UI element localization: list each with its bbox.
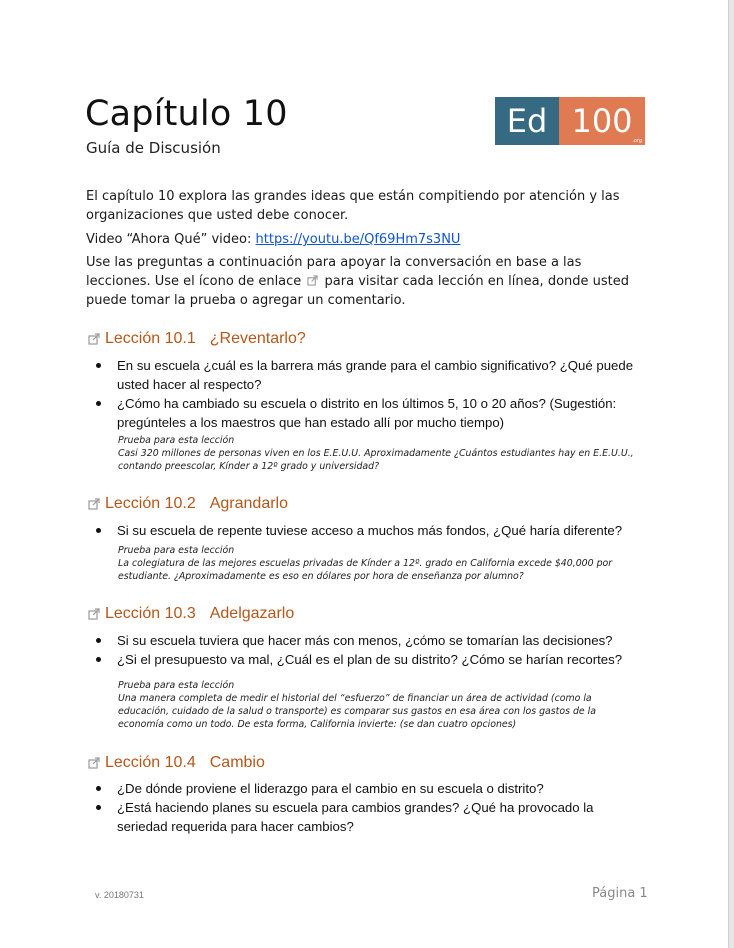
quiz-text: Una manera completa de medir el historial del “esfuerzo” de financiar un área de actividad (como la educación, cuidado de la salud o transporte) es comparar sus gastos en esa área con los gastos de la economía como un todo. De esta forma, California invierte: (se dan cuatro opciones) (118, 693, 597, 730)
quiz-block-10-2 (118, 544, 638, 583)
question-item: En su escuela ¿cuál es la barrera más grande para el cambio significativo? ¿Qué puede usted hacer al respecto? (96, 356, 636, 394)
question-item: Si su escuela de repente tuviese acceso a muchos más fondos, ¿Qué haría diferente? (96, 521, 636, 540)
external-link-icon[interactable] (88, 757, 100, 769)
lesson-number: Lección 10.4 (105, 754, 196, 771)
quiz-text: La colegiatura de las mejores escuelas privadas de Kínder a 12º. grado en California excede $40,000 por estudiante. ¿Aproximadamente es eso en dólares por hora de enseñanza por alumno? (118, 558, 613, 582)
instructions-paragraph (86, 253, 646, 310)
external-link-icon[interactable] (88, 608, 100, 620)
lesson-questions-10-4 (96, 779, 636, 836)
instructions-text-before: Use las preguntas a continuación para apoyar la conversación en base a las lecciones. Use el ícono de enlace (86, 255, 582, 289)
logo-ed-block: Ed (495, 97, 559, 145)
external-link-icon[interactable] (88, 333, 100, 345)
page-subtitle: Guía de Discusión (86, 139, 221, 157)
question-item: ¿De dónde proviene el liderazgo para el cambio en su escuela o distrito? (96, 779, 636, 798)
lesson-heading-10-3[interactable] (88, 605, 294, 623)
instructions-text-after: para visitar cada lección en línea, donde usted puede tomar la prueba o agregar un comentario. (86, 274, 630, 308)
lesson-heading-10-2[interactable] (88, 495, 288, 513)
page-title: Capítulo 10 (85, 94, 288, 134)
version-label: v. 20180731 (95, 890, 144, 900)
lesson-number: Lección 10.3 (105, 605, 196, 622)
lesson-name: ¿Reventarlo? (209, 330, 306, 347)
lesson-name: Agrandarlo (209, 495, 289, 512)
quiz-block-10-3 (118, 679, 638, 731)
logo-100-block (559, 97, 645, 145)
question-item: ¿Está haciendo planes su escuela para cambios grandes? ¿Qué ha provocado la seriedad requerida para hacer cambios? (96, 798, 636, 836)
external-link-icon (307, 275, 318, 286)
quiz-text: Casi 320 millones de personas viven en los E.E.U.U. Aproximadamente ¿Cuántos estudiantes hay en E.E.U.U., contando preescolar, Kínder a 12º grado y universidad? (118, 448, 634, 472)
logo-100-text: 100 (571, 102, 633, 140)
lesson-heading-10-1[interactable] (88, 330, 306, 348)
lesson-questions-10-1 (96, 356, 636, 432)
video-link[interactable]: https://youtu.be/Qf69Hm7s3NU (255, 232, 461, 247)
lesson-name: Adelgazarlo (209, 605, 295, 622)
video-label: Video “Ahora Qué” video: (86, 232, 256, 247)
video-line (86, 230, 646, 249)
quiz-heading: Prueba para esta lección (118, 545, 235, 556)
lesson-questions-10-3 (96, 631, 636, 669)
lesson-name: Cambio (209, 754, 265, 771)
logo-org-suffix: .org (632, 138, 642, 144)
quiz-heading: Prueba para esta lección (118, 680, 235, 691)
lesson-number: Lección 10.1 (105, 330, 196, 347)
lesson-heading-10-4[interactable] (88, 754, 265, 772)
question-item: Si su escuela tuviera que hacer más con menos, ¿cómo se tomarían las decisiones? (96, 631, 636, 650)
ed100-logo (495, 97, 645, 145)
lesson-number: Lección 10.2 (105, 495, 196, 512)
quiz-heading: Prueba para esta lección (118, 435, 235, 446)
page-number: Página 1 (592, 886, 648, 901)
question-item: ¿Cómo ha cambiado su escuela o distrito en los últimos 5, 10 o 20 años? (Sugestión: pregúnteles a los maestros que han estado allí por mucho tiempo) (96, 394, 636, 432)
external-link-icon[interactable] (88, 498, 100, 510)
intro-paragraph: El capítulo 10 explora las grandes ideas que están compitiendo por atención y las organizaciones que usted debe conocer. (86, 189, 620, 223)
lesson-questions-10-2 (96, 521, 636, 540)
question-item: ¿Si el presupuesto va mal, ¿Cuál es el plan de su distrito? ¿Cómo se harían recortes? (96, 650, 636, 669)
quiz-block-10-1 (118, 434, 638, 473)
